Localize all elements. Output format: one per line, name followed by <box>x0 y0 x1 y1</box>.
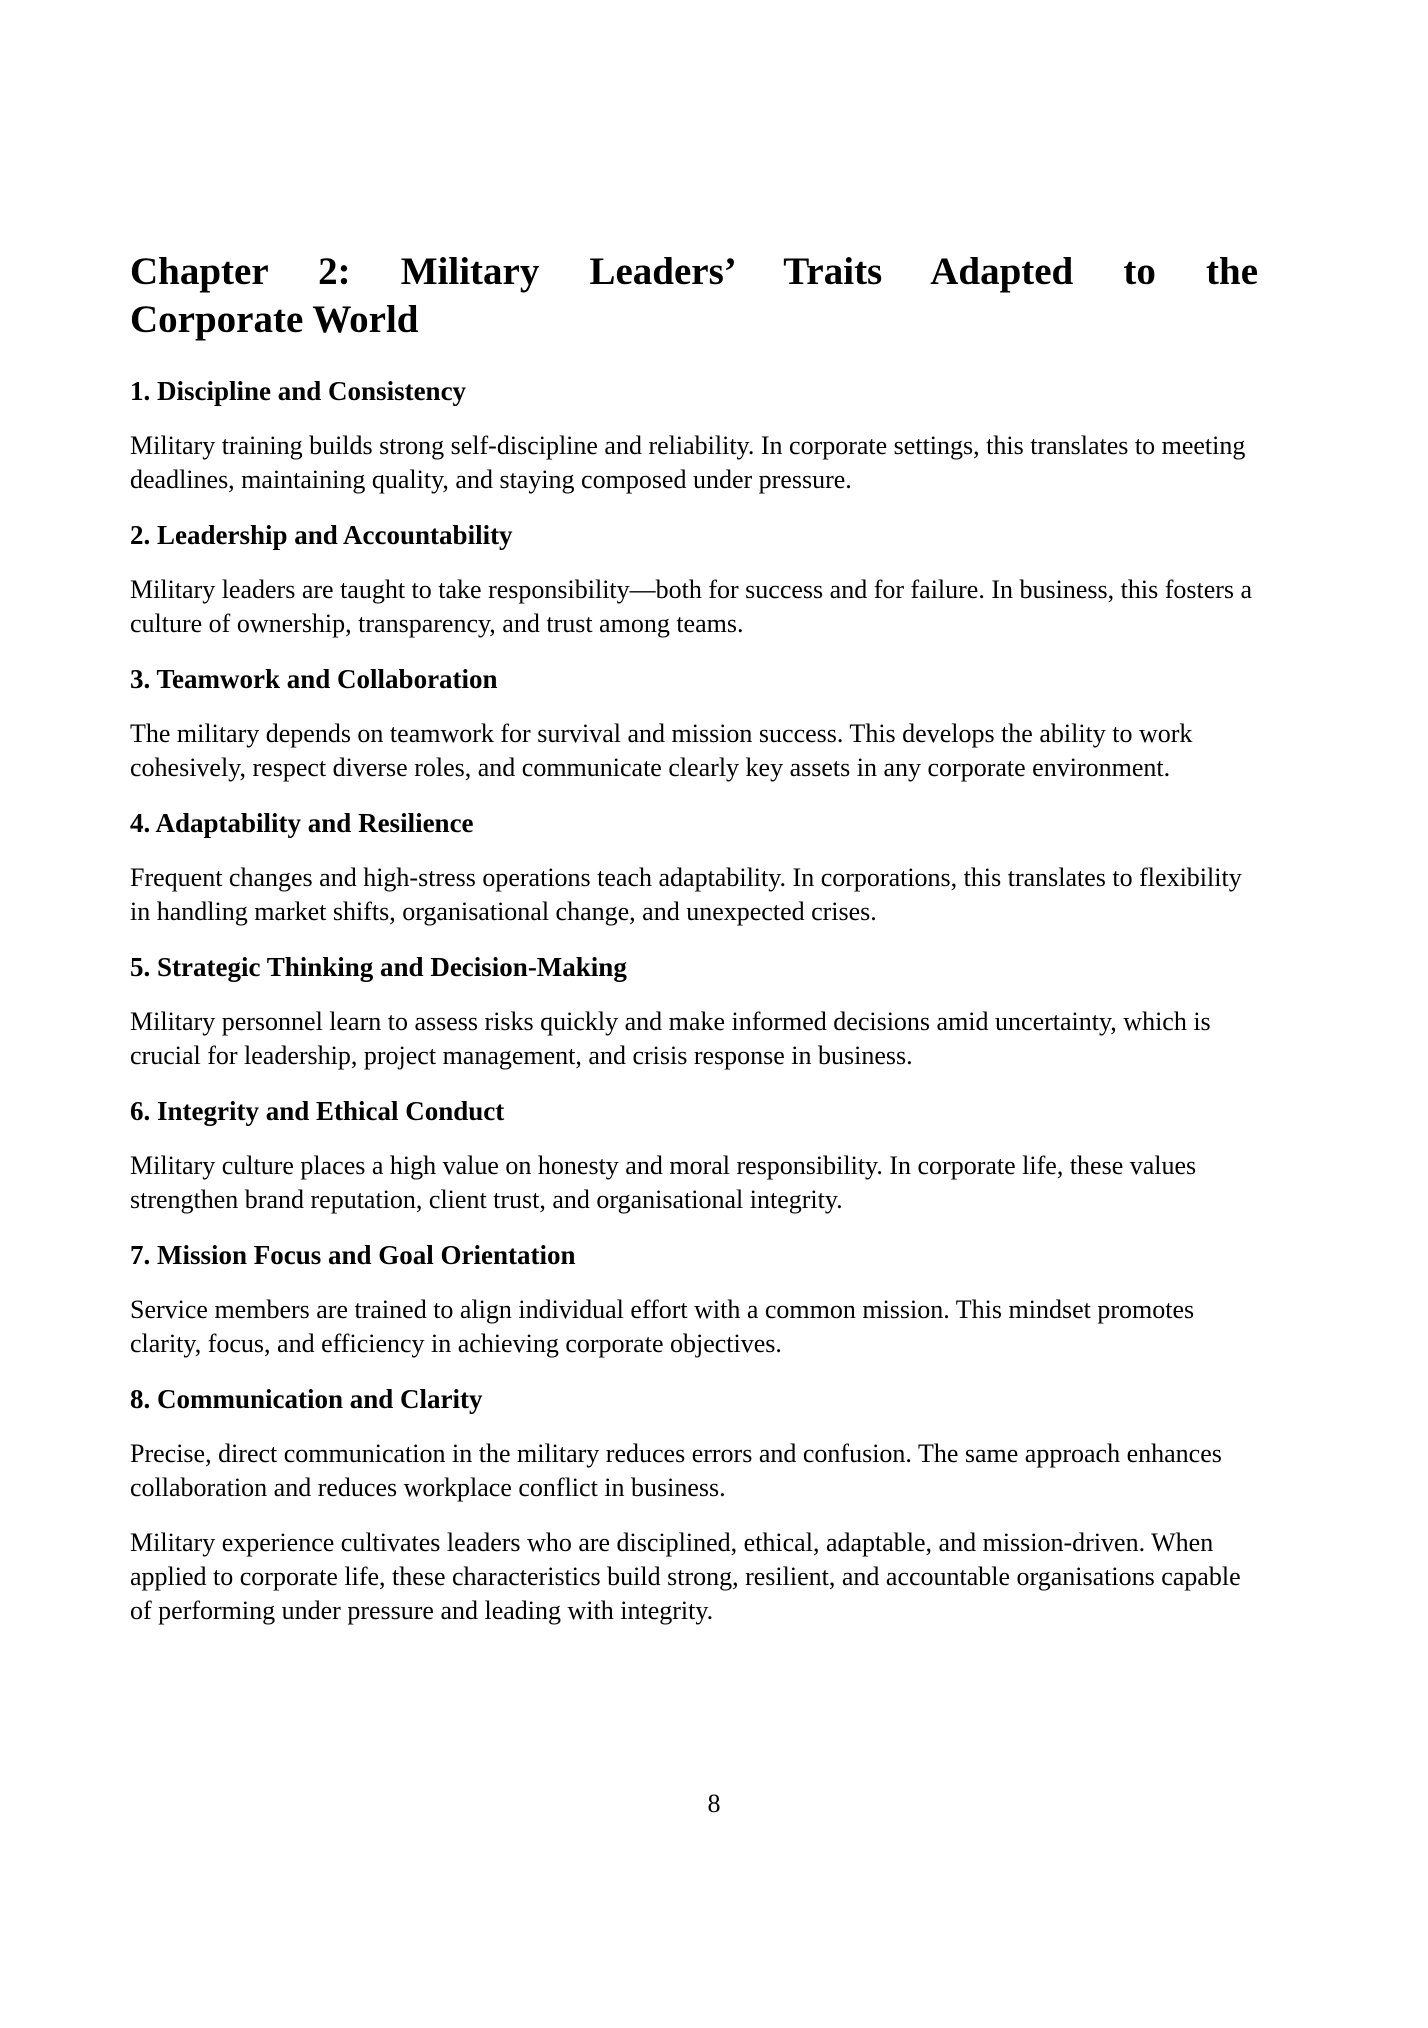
section-paragraph-5: Military personnel learn to assess risks quickly and make informed decisions amid uncertainty, which is crucial for leadership, project management, and crisis response in business. <box>130 1007 1211 1070</box>
section-heading-8: 8. Communication and Clarity <box>130 1384 483 1414</box>
page-content <box>130 248 1258 1649</box>
section-heading-6: 6. Integrity and Ethical Conduct <box>130 1096 505 1126</box>
chapter-title <box>130 248 1258 344</box>
section-paragraph-1: Military training builds strong self-discipline and reliability. In corporate settings, this translates to meeting deadlines, maintaining quality, and staying composed under pressure. <box>130 431 1246 494</box>
section-heading-7: 7. Mission Focus and Goal Orientation <box>130 1240 576 1270</box>
section-paragraph-4: Frequent changes and high-stress operations teach adaptability. In corporations, this translates to flexibility in handling market shifts, organisational change, and unexpected crises. <box>130 863 1242 926</box>
section-heading-3: 3. Teamwork and Collaboration <box>130 664 498 694</box>
section-paragraph-3: The military depends on teamwork for survival and mission success. This develops the ability to work cohesively, respect diverse roles, and communicate clearly key assets in any corporate environment. <box>130 719 1193 782</box>
section-paragraph-8: Precise, direct communication in the military reduces errors and confusion. The same approach enhances collaboration and reduces workplace conflict in business. <box>130 1439 1222 1502</box>
chapter-title-line-2: Corporate World <box>130 298 419 341</box>
closing-paragraph: Military experience cultivates leaders who are disciplined, ethical, adaptable, and mission-driven. When applied to corporate life, these characteristics build strong, resilient, and accountable organisations capable of performing under pressure and leading with integrity. <box>130 1528 1241 1625</box>
section-paragraph-6: Military culture places a high value on honesty and moral responsibility. In corporate life, these values strengthen brand reputation, client trust, and organisational integrity. <box>130 1151 1197 1214</box>
section-paragraph-2: Military leaders are taught to take responsibility—both for success and for failure. In business, this fosters a culture of ownership, transparency, and trust among teams. <box>130 575 1253 638</box>
section-heading-2: 2. Leadership and Accountability <box>130 520 513 550</box>
page-number: 8 <box>707 1789 721 1818</box>
section-heading-4: 4. Adaptability and Resilience <box>130 808 474 838</box>
section-heading-1: 1. Discipline and Consistency <box>130 376 467 406</box>
section-heading-5: 5. Strategic Thinking and Decision-Making <box>130 952 627 982</box>
section-paragraph-7: Service members are trained to align individual effort with a common mission. This mindset promotes clarity, focus, and efficiency in achieving corporate objectives. <box>130 1295 1195 1358</box>
chapter-title-line-1: Chapter 2: Military Leaders’ Traits Adapted to the <box>130 250 1258 293</box>
